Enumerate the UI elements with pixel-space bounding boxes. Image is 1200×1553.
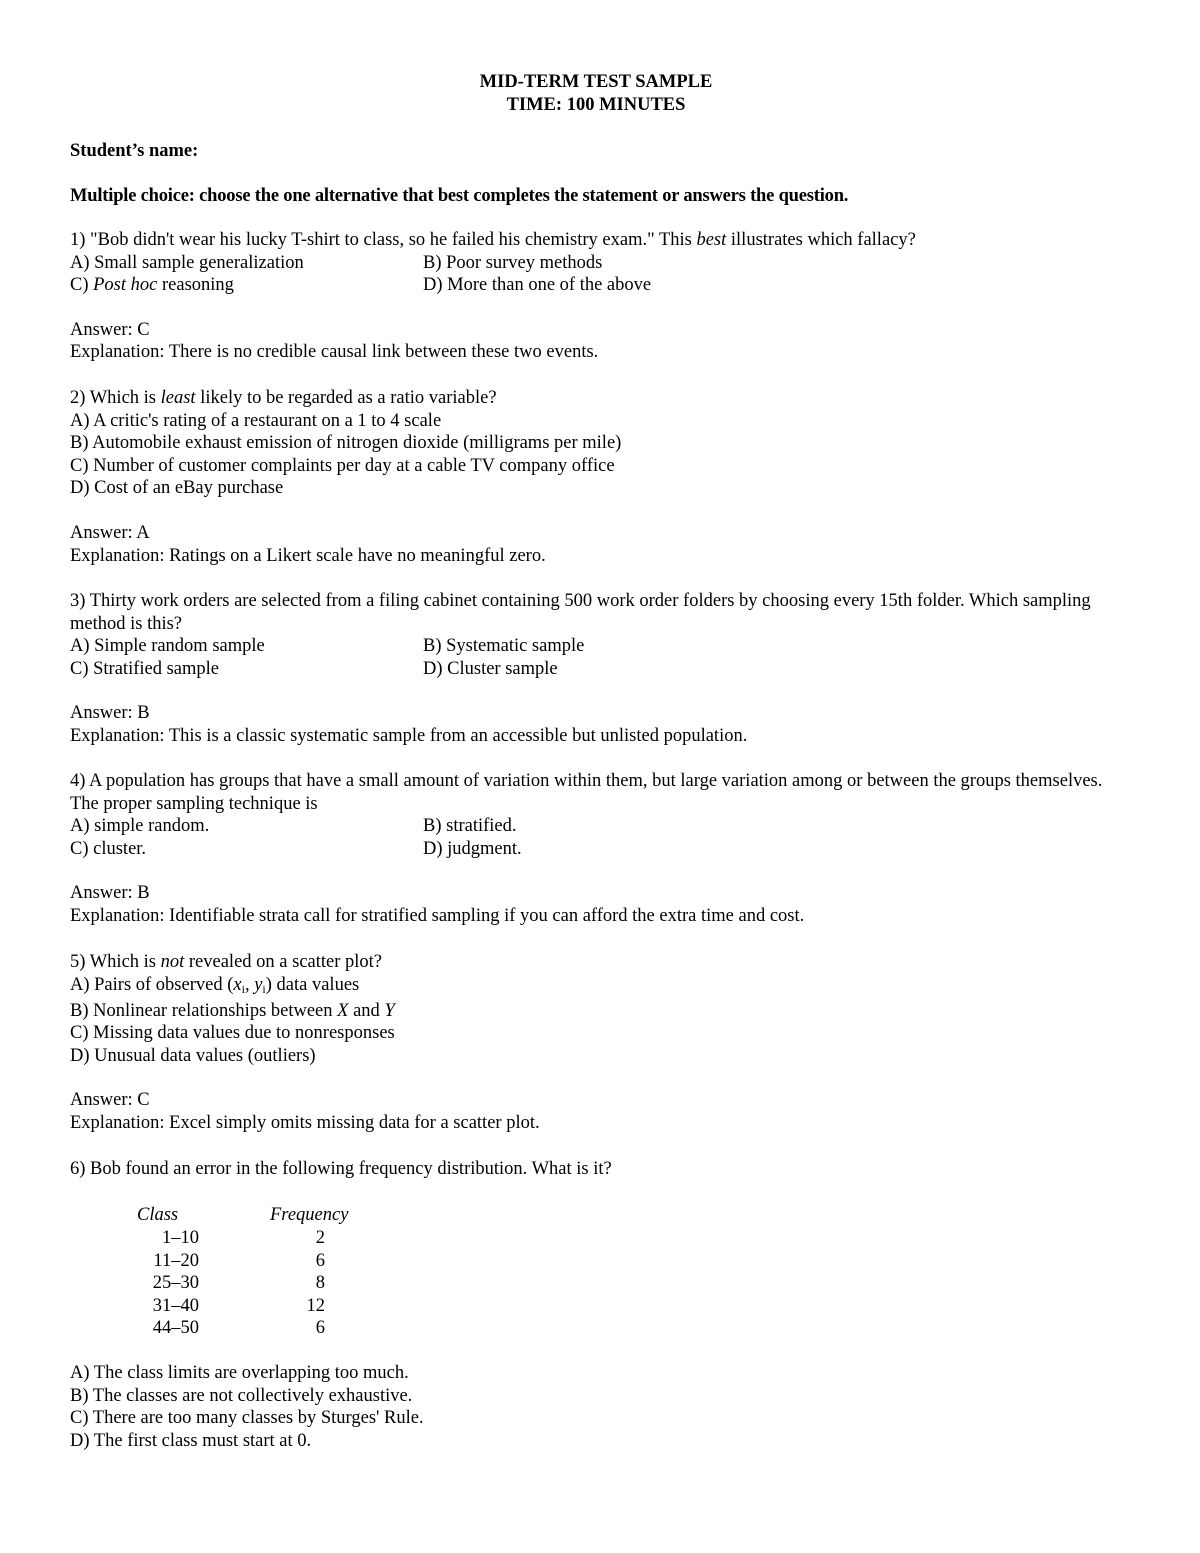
option-c: C) Post hoc reasoning [70, 275, 234, 296]
answer: Answer: B [70, 703, 150, 724]
option-b: B) Systematic sample [423, 636, 585, 657]
question-stem: 1) "Bob didn't wear his lucky T-shirt to class, so he failed his chemistry exam." This best illustrates which fallacy? [70, 230, 916, 250]
table-row: 31–40 12 [152, 1295, 325, 1316]
question-stem: 3) Thirty work orders are selected from a filing cabinet containing 500 work order folders by choosing every 15th folder. Which sampling method is this? [70, 591, 1091, 634]
option-grid [70, 252, 1130, 297]
option-b: B) Poor survey methods [423, 252, 603, 273]
question-4 [70, 770, 1130, 928]
question-6 [70, 1158, 1130, 1181]
option-d: D) The first class must start at 0. [70, 1430, 312, 1451]
table-row: 44–50 6 [152, 1318, 325, 1339]
option-d: D) More than one of the above [423, 275, 652, 296]
option-a: A) Simple random sample [70, 636, 265, 657]
option-d: D) judgment. [423, 838, 522, 859]
question-6-options [70, 1362, 1130, 1452]
explanation: Explanation: Excel simply omits missing data for a scatter plot. [70, 1112, 540, 1133]
explanation: Explanation: Ratings on a Likert scale have no meaningful zero. [70, 545, 546, 566]
answer: Answer: C [70, 319, 150, 340]
option-grid [70, 815, 1130, 860]
table-row: 11–20 6 [153, 1250, 325, 1271]
question-stem: 4) A population has groups that have a small amount of variation within them, but large variation among or between the groups themselves. The proper sampling technique is [70, 771, 1103, 814]
time-limit: TIME: 100 MINUTES [506, 95, 686, 115]
table-row: 1–10 2 [162, 1228, 325, 1248]
frequency-table [137, 1227, 325, 1340]
option-d: D) Cluster sample [423, 658, 558, 679]
option-a: A) A critic's rating of a restaurant on a 1 to 4 scale [70, 410, 442, 431]
table-header-frequency: Frequency [270, 1205, 349, 1225]
option-b: B) Nonlinear relationships between X and Y [70, 1000, 395, 1021]
answer: Answer: B [70, 883, 150, 904]
explanation: Explanation: Identifiable strata call for stratified sampling if you can afford the extra time and cost. [70, 905, 805, 926]
option-d: D) Unusual data values (outliers) [70, 1045, 316, 1066]
option-a: A) The class limits are overlapping too much. [70, 1363, 409, 1383]
option-grid [70, 635, 1130, 680]
option-a: A) simple random. [70, 816, 210, 837]
option-c: C) There are too many classes by Sturges' Rule. [70, 1408, 424, 1429]
question-stem: 6) Bob found an error in the following frequency distribution. What is it? [70, 1159, 612, 1179]
option-c: C) Number of customer complaints per day at a cable TV company office [70, 455, 615, 476]
question-2 [70, 387, 1130, 567]
option-c: C) Missing data values due to nonresponses [70, 1023, 395, 1044]
instructions: Multiple choice: choose the one alternative that best completes the statement or answers the question. [70, 186, 849, 206]
question-stem: 2) Which is least likely to be regarded as a ratio variable? [70, 388, 497, 408]
explanation: Explanation: There is no credible causal link between these two events. [70, 342, 599, 363]
option-b: B) The classes are not collectively exhaustive. [70, 1385, 413, 1406]
question-3 [70, 590, 1130, 748]
option-a: A) Pairs of observed ($x_i$, $y_i$) data values [70, 974, 360, 996]
table-header-class: Class [137, 1205, 179, 1225]
answer: Answer: A [70, 522, 150, 543]
page-title: MID-TERM TEST SAMPLE [479, 72, 713, 92]
option-c: C) Stratified sample [70, 658, 219, 679]
student-name-label: Student’s name: [70, 141, 199, 161]
question-1 [70, 229, 1130, 364]
option-b: B) Automobile exhaust emission of nitrogen dioxide (milligrams per mile) [70, 433, 622, 454]
option-a: A) Small sample generalization [70, 252, 304, 273]
explanation: Explanation: This is a classic systematic sample from an accessible but unlisted population. [70, 725, 748, 746]
question-5 [70, 951, 1130, 1135]
option-b: B) stratified. [423, 816, 517, 837]
table-row: 25–30 8 [152, 1273, 325, 1294]
option-d: D) Cost of an eBay purchase [70, 478, 284, 499]
option-c: C) cluster. [70, 838, 147, 859]
answer: Answer: C [70, 1090, 150, 1111]
question-stem: 5) Which is not revealed on a scatter plot? [70, 952, 383, 972]
